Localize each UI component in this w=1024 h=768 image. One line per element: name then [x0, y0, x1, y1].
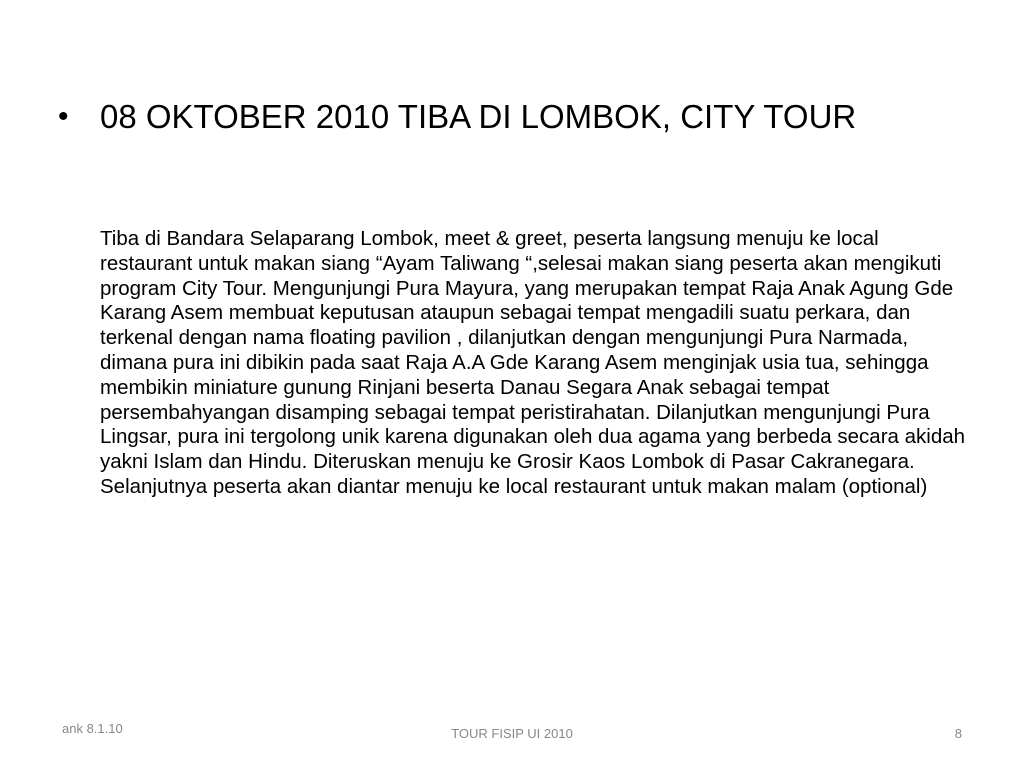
- bullet-item: [58, 98, 958, 136]
- footer-date: ank 8.1.10: [62, 721, 123, 736]
- itinerary-paragraph: Tiba di Bandara Selaparang Lombok, meet & greet, peserta langsung menuju ke local restaurant untuk makan siang “Ayam Taliwang “,selesai makan siang peserta akan mengikuti program City Tour. Mengunjungi Pura Mayura, yang merupakan tempat Raja Anak Agung Gde Karang Asem membuat keputusan ataupun sebagai tempat mengadili suatu perkara, dan terkenal dengan nama floating pavilion , dilanjutkan dengan mengunjungi Pura Narmada, dimana pura ini dibikin pada saat Raja A.A Gde Karang Asem menginjak usia tua, sehingga membikin miniature gunung Rinjani beserta Danau Segara Anak sebagai tempat persembahyangan disamping sebagai tempat peristirahatan. Dilanjutkan mengunjungi Pura Lingsar, pura ini tergolong unik karena digunakan oleh dua agama yang berbeda secara akidah yakni Islam dan Hindu. Diteruskan menuju ke Grosir Kaos Lombok di Pasar Cakranegara. Selanjutnya peserta akan diantar menuju ke local restaurant untuk makan malam (optional): [100, 227, 966, 498]
- slide-heading: 08 OKTOBER 2010 TIBA DI LOMBOK, CITY TOUR: [100, 98, 857, 135]
- bullet-icon: •: [58, 100, 69, 133]
- footer-title: TOUR FISIP UI 2010: [451, 726, 573, 741]
- page-number: 8: [954, 726, 962, 741]
